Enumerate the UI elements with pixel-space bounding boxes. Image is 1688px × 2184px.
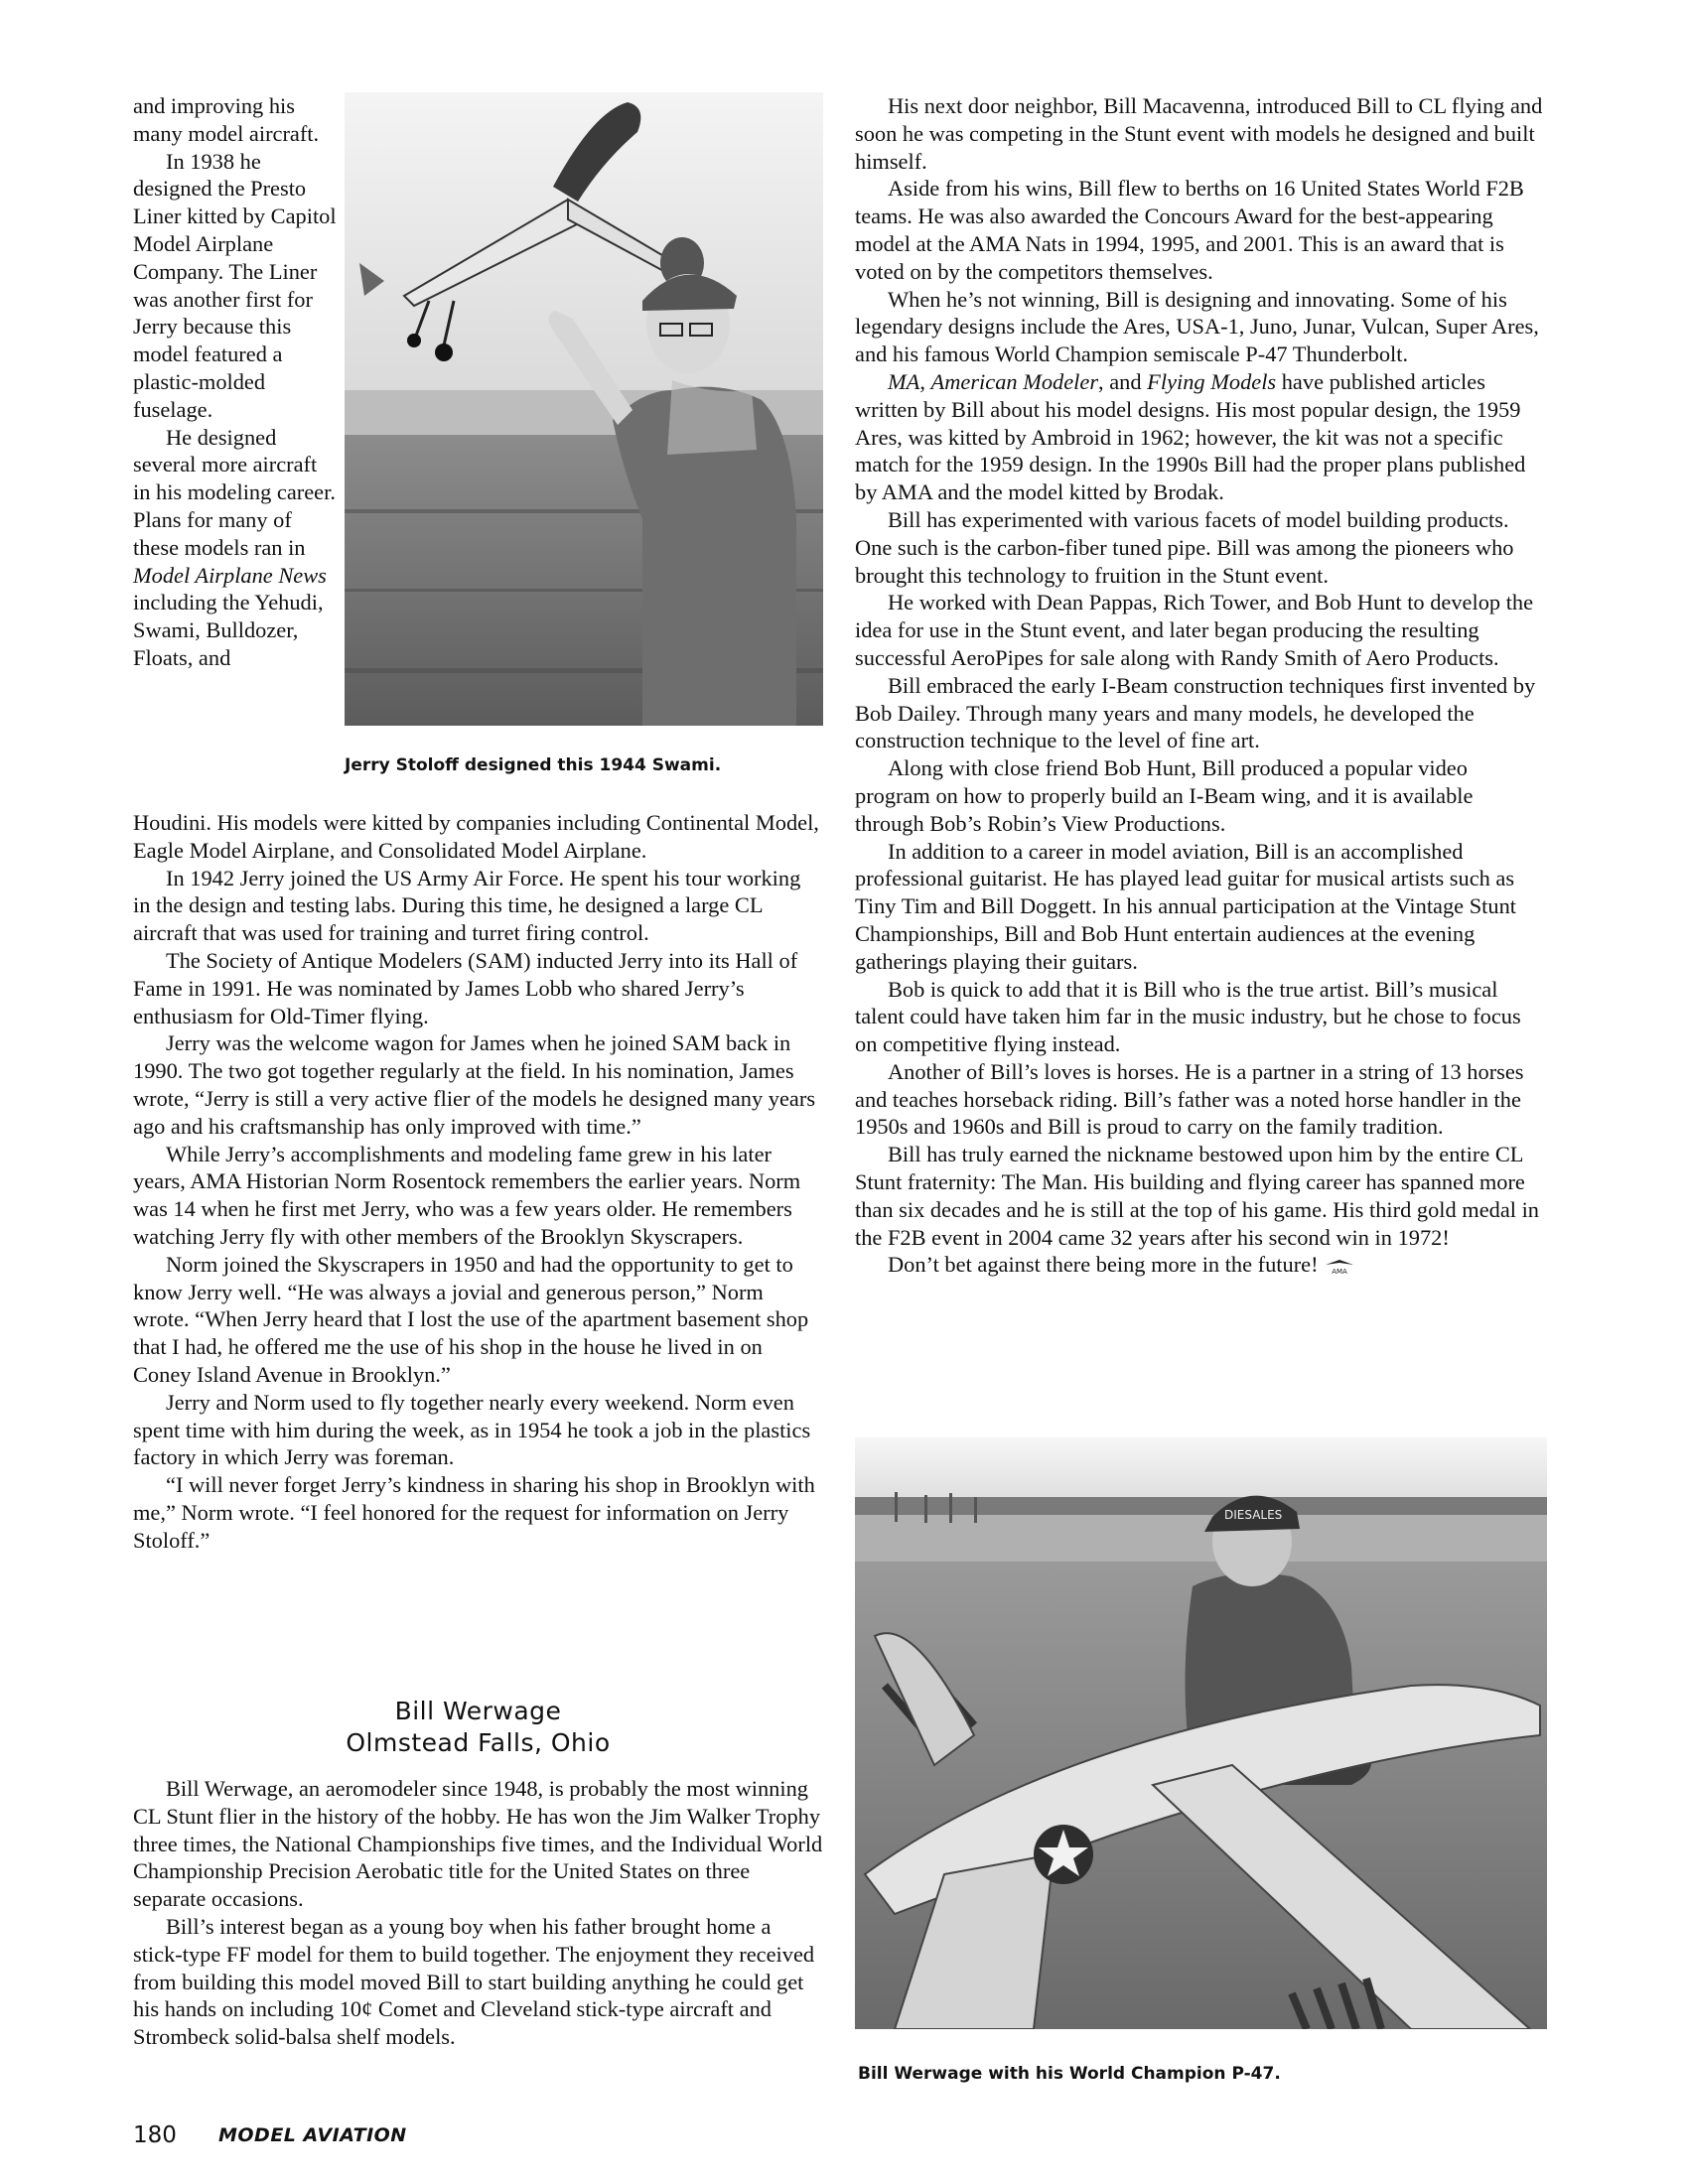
paragraph: In 1938 he designed the Presto Liner kitted by Capitol Model Airplane Company. The Liner was another first for Jerry because this model featured a plastic-molded fuselage. (133, 148, 337, 422)
paragraph: Jerry was the welcome wagon for James when he joined SAM back in 1990. The two got together regularly at the field. In his nomination, James wrote, “Jerry is still a very active flier of the models he designed many years ago and his craftsmanship has only improved with time.” (133, 1030, 816, 1139)
left-bottom-column (133, 1775, 823, 2051)
paragraph: Aside from his wins, Bill flew to berths on 16 United States World F2B teams. He was also awarded the Concours Award for the best-appearing model at the AMA Nats in 1994, 1995, and 2001. This is an award that is voted on by the competitors themselves. (855, 176, 1524, 284)
paragraph: His next door neighbor, Bill Macavenna, introduced Bill to CL flying and soon he was competing in the Stunt event with models he designed and built himself. (855, 93, 1543, 174)
paragraph: In addition to a career in model aviation, Bill is an accomplished professional guitarist. He has played lead guitar for musical artists such as Tiny Tim and Bill Doggett. In his annual participation at the Vintage Stunt Championships, Bill and Bob Hunt entertain audiences at the evening gatherings playing their guitars. (855, 838, 1516, 974)
right-column (855, 92, 1545, 1279)
paragraph: Bill embraced the early I-Beam construction techniques first invented by Bob Dailey. Through many years and many models, he developed the construction technique to the level of fine art. (855, 672, 1536, 753)
paragraph: The Society of Antique Modelers (SAM) inducted Jerry into its Hall of Fame in 1991. He was nominated by James Lobb who shared Jerry’s enthusiasm for Old-Timer flying. (133, 947, 798, 1028)
paragraph: While Jerry’s accomplishments and modeling fame grew in his later years, AMA Historian Norm Rosentock remembers the earlier years. Norm was 14 when he first met Jerry, who was a few years older. He remembers watching Jerry fly with other members of the Brooklyn Skyscrapers. (133, 1141, 801, 1249)
paragraph: Don’t bet against there being more in the future! AMA (855, 1251, 1545, 1279)
photo-caption: Jerry Stoloff designed this 1944 Swami. (345, 755, 722, 775)
photo-bill-werwage-p47 (855, 1437, 1547, 2029)
paragraph: Jerry and Norm used to fly together nearly every weekend. Norm even spent time with him during the week, as in 1954 he took a job in the plastics factory in which Jerry was foreman. (133, 1389, 811, 1470)
left-narrow-column (133, 92, 337, 672)
svg-text:AMA: AMA (1331, 1268, 1347, 1277)
ama-logo-icon (1325, 1258, 1354, 1276)
left-wide-column (133, 809, 823, 1555)
paragraph: “I will never forget Jerry’s kindness in sharing his shop in Brooklyn with me,” Norm wrote. “I feel honored for the request for information on Jerry Stoloff.” (133, 1472, 815, 1553)
heading-location: Olmstead Falls, Ohio (346, 1728, 611, 1757)
section-heading (133, 1696, 823, 1759)
paragraph: Bill has truly earned the nickname bestowed upon him by the entire CL Stunt fraternity: The Man. His building and flying career has spanned more than six decades and he is still at the top of his game. His third gold medal in the F2B event in 2004 came 32 years after his second win in 1972! (855, 1142, 1540, 1250)
paragraph: Bill’s interest began as a young boy when his father brought home a stick-type FF model for them to build together. The enjoyment they received from building this model moved Bill to start building anything he could get his hands on including 10¢ Comet and Cleveland stick-type aircraft and Strombeck solid-balsa shelf models. (133, 1913, 815, 2050)
photo-illustration (345, 92, 823, 726)
paragraph: and improving his many model aircraft. (133, 93, 320, 146)
magazine-title: MODEL AVIATION (218, 2124, 407, 2146)
paragraph: In 1942 Jerry joined the US Army Air Force. He spent his tour working in the design and testing labs. During this time, he designed a large CL aircraft that was used for training and turret firing control. (133, 865, 801, 946)
paragraph: When he’s not winning, Bill is designing and innovating. Some of his legendary designs include the Ares, USA-1, Juno, Junar, Vulcan, Super Ares, and his famous World Champion semiscale P-47 Thunderbolt. (855, 286, 1539, 367)
paragraph: Norm joined the Skyscrapers in 1950 and had the opportunity to get to know Jerry well. “He was always a jovial and generous person,” Norm wrote. “When Jerry heard that I lost the use of the apartment basement shop that I had, he offered me the use of his shop in the house he lived in on Coney Island Avenue in Brooklyn.” (133, 1251, 809, 1387)
paragraph: Bob is quick to add that it is Bill who is the true artist. Bill’s musical talent could have taken him far in the music industry, but he chose to focus on competitive flying instead. (855, 976, 1521, 1057)
paragraph: He worked with Dean Pappas, Rich Tower, and Bob Hunt to develop the idea for use in the Stunt event, and later began producing the resulting successful AeroPipes for sale along with Randy Smith of Aero Products. (855, 590, 1534, 670)
photo-illustration (855, 1437, 1547, 2029)
paragraph: Along with close friend Bob Hunt, Bill produced a popular video program on how to properly build an I-Beam wing, and it is available through Bob’s Robin’s View Productions. (855, 755, 1474, 836)
paragraph: Bill has experimented with various facets of model building products. One such is the carbon-fiber tuned pipe. Bill was among the pioneers who brought this technology to fruition in the Stunt event. (855, 506, 1514, 588)
paragraph: Houdini. His models were kitted by companies including Continental Model, Eagle Model Airplane, and Consolidated Model Airplane. (133, 810, 819, 863)
paragraph: Bill Werwage, an aeromodeler since 1948, is probably the most winning CL Stunt flier in the history of the hobby. He has won the Jim Walker Trophy three times, the National Championships five times, and the Individual World Championship Precision Aerobatic title for the United States on three separate occasions. (133, 1776, 823, 1912)
paragraph: He designed several more aircraft in his modeling career. Plans for many of these models ran in Model Airplane News including the Yehudi, Swami, Bulldozer, Floats, and (133, 424, 336, 670)
paragraph: MA, American Modeler, and Flying Models have published articles written by Bill about his model designs. His most popular design, the 1959 Ares, was kitted by Ambroid in 1962; however, the kit was not a specific match for the 1959 design. In the 1990s Bill had the proper plans published by AMA and the model kitted by Brodak. (855, 368, 1526, 505)
photo-jerry-stoloff-swami (345, 92, 823, 726)
page-number: 180 (133, 2122, 177, 2148)
photo-caption: Bill Werwage with his World Champion P-47. (858, 2064, 1281, 2084)
paragraph: Another of Bill’s loves is horses. He is a partner in a string of 13 horses and teaches horseback riding. Bill’s father was a noted horse handler in the 1950s and 1960s and Bill is proud to carry on the family tradition. (855, 1058, 1524, 1140)
heading-name: Bill Werwage (394, 1697, 562, 1725)
svg-text:DIESALES: DIESALES (1224, 1508, 1283, 1522)
